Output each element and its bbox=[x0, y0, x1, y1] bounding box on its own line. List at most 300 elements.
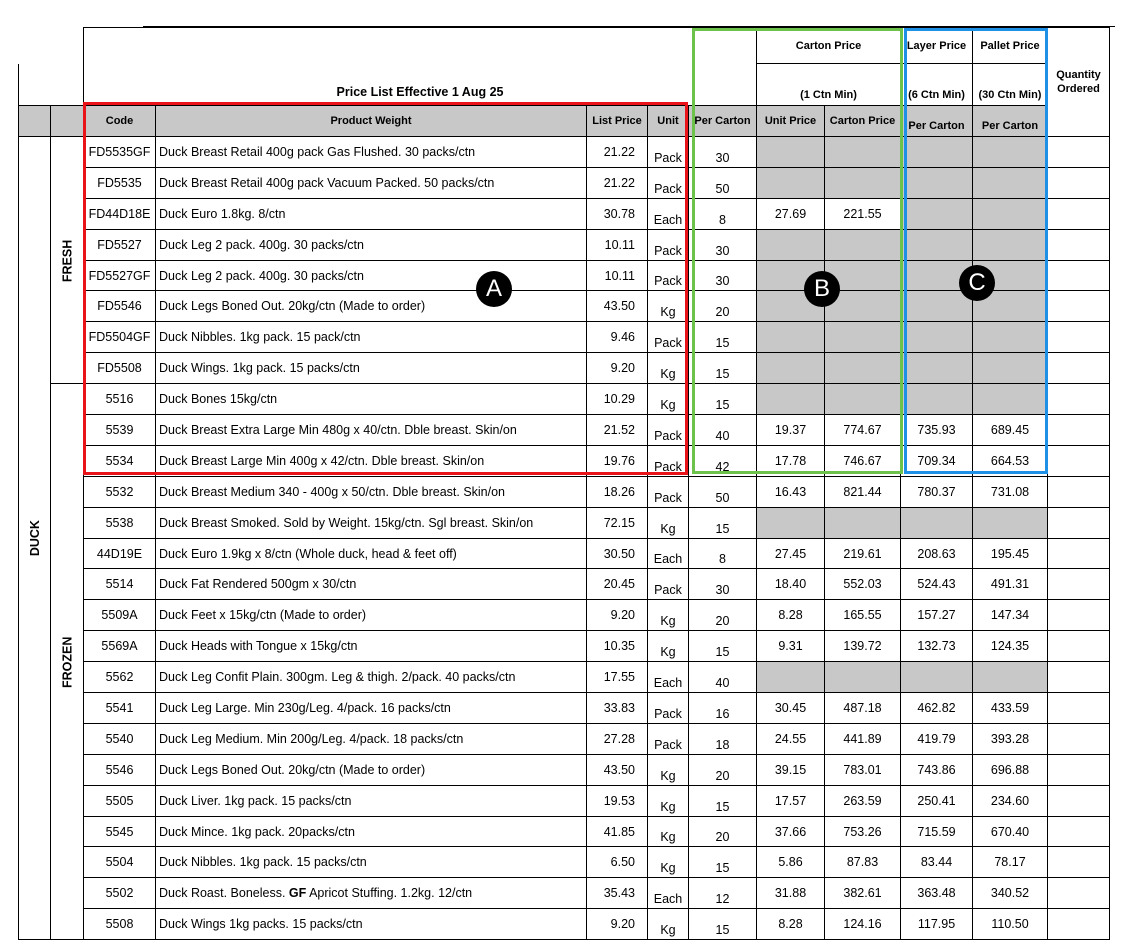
badge-b: B bbox=[804, 271, 840, 307]
quantity-ordered-input[interactable] bbox=[1048, 538, 1110, 569]
code-cell: 5532 bbox=[84, 476, 156, 507]
carton-price-cell: 139.72 bbox=[825, 631, 901, 662]
product-cell: Duck Liver. 1kg pack. 15 packs/ctn bbox=[156, 785, 587, 816]
layer-price-cell: 250.41 bbox=[901, 785, 973, 816]
quantity-ordered-input[interactable] bbox=[1048, 415, 1110, 446]
carton-price-cell bbox=[825, 662, 901, 693]
list-price-cell: 10.11 bbox=[587, 229, 648, 260]
table-row bbox=[19, 878, 1110, 909]
quantity-ordered-input[interactable] bbox=[1048, 167, 1110, 198]
per-carton-cell: 16 bbox=[689, 693, 757, 724]
unit-cell: Kg bbox=[648, 847, 689, 878]
per-carton-cell: 15 bbox=[689, 847, 757, 878]
list-price-cell: 10.35 bbox=[587, 631, 648, 662]
code-cell: 5541 bbox=[84, 693, 156, 724]
unit-cell: Each bbox=[648, 198, 689, 229]
product-cell: Duck Legs Boned Out. 20kg/ctn (Made to order) bbox=[156, 291, 587, 322]
product-cell: Duck Breast Medium 340 - 400g x 50/ctn. Dble breast. Skin/on bbox=[156, 476, 587, 507]
table-row bbox=[19, 538, 1110, 569]
quantity-ordered-input[interactable] bbox=[1048, 198, 1110, 229]
unit-cell: Pack bbox=[648, 476, 689, 507]
code-cell: 5545 bbox=[84, 816, 156, 847]
unit-cell: Each bbox=[648, 538, 689, 569]
list-price-cell: 9.20 bbox=[587, 909, 648, 940]
layer-price-cell bbox=[901, 507, 973, 538]
per-carton-cell: 30 bbox=[689, 569, 757, 600]
list-price-cell: 10.11 bbox=[587, 260, 648, 291]
pallet-price-cell: 147.34 bbox=[973, 600, 1048, 631]
quantity-ordered-input[interactable] bbox=[1048, 353, 1110, 384]
code-cell: 5562 bbox=[84, 662, 156, 693]
list-price-cell: 41.85 bbox=[587, 816, 648, 847]
carton-price-cell: 219.61 bbox=[825, 538, 901, 569]
unit-price-cell: 30.45 bbox=[757, 693, 825, 724]
per-carton-cell: 12 bbox=[689, 878, 757, 909]
carton-min-header: (1 Ctn Min) bbox=[757, 64, 901, 106]
unit-price-cell bbox=[757, 507, 825, 538]
pallet-price-cell: 433.59 bbox=[973, 693, 1048, 724]
table-row bbox=[19, 384, 1110, 415]
carton-price-cell: 165.55 bbox=[825, 600, 901, 631]
unit-price-cell: 31.88 bbox=[757, 878, 825, 909]
list-price-cell: 35.43 bbox=[587, 878, 648, 909]
carton-price-cell: 263.59 bbox=[825, 785, 901, 816]
list-price-cell: 72.15 bbox=[587, 507, 648, 538]
list-price-cell: 9.20 bbox=[587, 600, 648, 631]
price-list-table bbox=[18, 27, 1110, 940]
carton-price-header: Carton Price bbox=[757, 28, 901, 64]
per-carton-cell: 30 bbox=[689, 137, 757, 168]
layer-price-cell bbox=[901, 384, 973, 415]
list-price-cell: 6.50 bbox=[587, 847, 648, 878]
pallet-price-cell: 234.60 bbox=[973, 785, 1048, 816]
unit-cell: Kg bbox=[648, 384, 689, 415]
table-row bbox=[19, 507, 1110, 538]
layer-price-cell: 208.63 bbox=[901, 538, 973, 569]
code-cell: 5502 bbox=[84, 878, 156, 909]
unit-cell: Pack bbox=[648, 322, 689, 353]
per-carton-cell: 15 bbox=[689, 631, 757, 662]
code-cell: 5569A bbox=[84, 631, 156, 662]
layer-price-cell: 363.48 bbox=[901, 878, 973, 909]
carton-price-cell bbox=[825, 507, 901, 538]
quantity-ordered-input[interactable] bbox=[1048, 816, 1110, 847]
table-row bbox=[19, 754, 1110, 785]
quantity-ordered-input[interactable] bbox=[1048, 476, 1110, 507]
code-cell: 5509A bbox=[84, 600, 156, 631]
quantity-ordered-input[interactable] bbox=[1048, 662, 1110, 693]
table-row bbox=[19, 291, 1110, 322]
list-price-cell: 9.20 bbox=[587, 353, 648, 384]
quantity-ordered-input[interactable] bbox=[1048, 723, 1110, 754]
unit-price-cell bbox=[757, 662, 825, 693]
layer-price-cell: 462.82 bbox=[901, 693, 973, 724]
quantity-ordered-input[interactable] bbox=[1048, 878, 1110, 909]
unit-header: Unit bbox=[648, 106, 689, 137]
table-row bbox=[19, 229, 1110, 260]
quantity-ordered-input[interactable] bbox=[1048, 445, 1110, 476]
unit-cell: Pack bbox=[648, 229, 689, 260]
code-header: Code bbox=[84, 106, 156, 137]
product-cell: Duck Leg Confit Plain. 300gm. Leg & thigh. 2/pack. 40 packs/ctn bbox=[156, 662, 587, 693]
quantity-ordered-input[interactable] bbox=[1048, 631, 1110, 662]
list-price-cell: 20.45 bbox=[587, 569, 648, 600]
group-label-duck: DUCK bbox=[19, 137, 51, 940]
per-carton-cell: 15 bbox=[689, 785, 757, 816]
layer-price-cell: 743.86 bbox=[901, 754, 973, 785]
table-row bbox=[19, 816, 1110, 847]
layer-min-header: (6 Ctn Min) bbox=[901, 64, 973, 106]
code-cell: FD5527 bbox=[84, 229, 156, 260]
product-cell: Duck Legs Boned Out. 20kg/ctn (Made to order) bbox=[156, 754, 587, 785]
product-cell: Duck Leg Medium. Min 200g/Leg. 4/pack. 18 packs/ctn bbox=[156, 723, 587, 754]
product-cell: Duck Roast. Boneless. GF Apricot Stuffing. 1.2kg. 12/ctn bbox=[156, 878, 587, 909]
per-carton-cell: 15 bbox=[689, 384, 757, 415]
table-row bbox=[19, 693, 1110, 724]
carton-price-cell bbox=[825, 229, 901, 260]
layer-price-cell: 83.44 bbox=[901, 847, 973, 878]
product-cell: Duck Breast Extra Large Min 480g x 40/ctn. Dble breast. Skin/on bbox=[156, 415, 587, 446]
pallet-price-cell bbox=[973, 167, 1048, 198]
carton-price-cell: 821.44 bbox=[825, 476, 901, 507]
carton-price-cell bbox=[825, 322, 901, 353]
unit-price-cell: 8.28 bbox=[757, 600, 825, 631]
unit-price-cell: 24.55 bbox=[757, 723, 825, 754]
carton-price-cell: 441.89 bbox=[825, 723, 901, 754]
unit-cell: Pack bbox=[648, 723, 689, 754]
product-cell: Duck Breast Retail 400g pack Gas Flushed. 30 packs/ctn bbox=[156, 137, 587, 168]
per-carton-cell: 40 bbox=[689, 415, 757, 446]
badge-c: C bbox=[959, 265, 995, 301]
code-cell: 5538 bbox=[84, 507, 156, 538]
layer-price-cell: 780.37 bbox=[901, 476, 973, 507]
list-price-cell: 19.53 bbox=[587, 785, 648, 816]
unit-cell: Kg bbox=[648, 507, 689, 538]
pallet-price-cell: 696.88 bbox=[973, 754, 1048, 785]
unit-price-cell bbox=[757, 384, 825, 415]
list-price-cell: 21.22 bbox=[587, 167, 648, 198]
table-row bbox=[19, 322, 1110, 353]
pallet-price-cell bbox=[973, 507, 1048, 538]
code-cell: 44D19E bbox=[84, 538, 156, 569]
pallet-per-carton-header: Per Carton bbox=[973, 106, 1048, 137]
quantity-ordered-input[interactable] bbox=[1048, 137, 1110, 168]
pallet-price-cell: 731.08 bbox=[973, 476, 1048, 507]
pallet-price-cell: 670.40 bbox=[973, 816, 1048, 847]
code-cell: FD5527GF bbox=[84, 260, 156, 291]
quantity-ordered-header: Quantity Ordered bbox=[1048, 28, 1110, 137]
unit-price-cell bbox=[757, 137, 825, 168]
list-price-cell: 21.22 bbox=[587, 137, 648, 168]
group-label-fresh: FRESH bbox=[51, 137, 84, 384]
unit-price-cell: 17.78 bbox=[757, 445, 825, 476]
per-carton-cell: 50 bbox=[689, 167, 757, 198]
layer-price-cell bbox=[901, 322, 973, 353]
layer-price-cell: 117.95 bbox=[901, 909, 973, 940]
per-carton-cell: 20 bbox=[689, 754, 757, 785]
layer-price-cell: 715.59 bbox=[901, 816, 973, 847]
quantity-ordered-input[interactable] bbox=[1048, 693, 1110, 724]
unit-cell: Each bbox=[648, 878, 689, 909]
unit-price-header: Unit Price bbox=[757, 106, 825, 137]
quantity-ordered-input[interactable] bbox=[1048, 569, 1110, 600]
unit-price-cell bbox=[757, 167, 825, 198]
per-carton-cell: 8 bbox=[689, 538, 757, 569]
per-carton-cell: 30 bbox=[689, 229, 757, 260]
per-carton-cell: 40 bbox=[689, 662, 757, 693]
unit-price-cell: 16.43 bbox=[757, 476, 825, 507]
product-cell: Duck Euro 1.8kg. 8/ctn bbox=[156, 198, 587, 229]
quantity-ordered-input[interactable] bbox=[1048, 785, 1110, 816]
unit-price-cell: 18.40 bbox=[757, 569, 825, 600]
per-carton-cell: 50 bbox=[689, 476, 757, 507]
code-cell: FD5535 bbox=[84, 167, 156, 198]
layer-price-cell: 132.73 bbox=[901, 631, 973, 662]
pallet-price-cell: 393.28 bbox=[973, 723, 1048, 754]
table-row bbox=[19, 445, 1110, 476]
unit-price-cell: 27.45 bbox=[757, 538, 825, 569]
pallet-price-cell: 195.45 bbox=[973, 538, 1048, 569]
pallet-price-cell bbox=[973, 137, 1048, 168]
carton-price-cell bbox=[825, 167, 901, 198]
product-cell: Duck Fat Rendered 500gm x 30/ctn bbox=[156, 569, 587, 600]
code-cell: FD5508 bbox=[84, 353, 156, 384]
pallet-price-cell: 689.45 bbox=[973, 415, 1048, 446]
product-cell: Duck Breast Smoked. Sold by Weight. 15kg/ctn. Sgl breast. Skin/on bbox=[156, 507, 587, 538]
carton-price-cell: 487.18 bbox=[825, 693, 901, 724]
carton-price-col-header: Carton Price bbox=[825, 106, 901, 137]
per-carton-cell: 42 bbox=[689, 445, 757, 476]
product-cell: Duck Breast Large Min 400g x 42/ctn. Dble breast. Skin/on bbox=[156, 445, 587, 476]
unit-cell: Kg bbox=[648, 353, 689, 384]
product-cell: Duck Nibbles. 1kg pack. 15 packs/ctn bbox=[156, 847, 587, 878]
pallet-price-cell bbox=[973, 198, 1048, 229]
per-carton-header: Per Carton bbox=[689, 106, 757, 137]
pallet-price-cell: 124.35 bbox=[973, 631, 1048, 662]
pallet-price-cell bbox=[973, 384, 1048, 415]
table-row bbox=[19, 723, 1110, 754]
pallet-price-cell: 110.50 bbox=[973, 909, 1048, 940]
per-carton-cell: 15 bbox=[689, 353, 757, 384]
carton-price-cell: 746.67 bbox=[825, 445, 901, 476]
list-price-header: List Price bbox=[587, 106, 648, 137]
unit-price-cell bbox=[757, 229, 825, 260]
quantity-ordered-input[interactable] bbox=[1048, 507, 1110, 538]
layer-price-cell bbox=[901, 229, 973, 260]
quantity-ordered-input[interactable] bbox=[1048, 229, 1110, 260]
unit-price-cell: 17.57 bbox=[757, 785, 825, 816]
carton-price-cell bbox=[825, 384, 901, 415]
code-cell: 5514 bbox=[84, 569, 156, 600]
unit-price-cell: 19.37 bbox=[757, 415, 825, 446]
pallet-price-cell bbox=[973, 229, 1048, 260]
product-cell: Duck Bones 15kg/ctn bbox=[156, 384, 587, 415]
product-cell: Duck Wings 1kg packs. 15 packs/ctn bbox=[156, 909, 587, 940]
product-weight-header: Product Weight bbox=[156, 106, 587, 137]
table-row bbox=[19, 167, 1110, 198]
carton-price-cell: 552.03 bbox=[825, 569, 901, 600]
unit-price-cell: 37.66 bbox=[757, 816, 825, 847]
table-row bbox=[19, 260, 1110, 291]
pallet-price-cell: 664.53 bbox=[973, 445, 1048, 476]
unit-price-cell: 5.86 bbox=[757, 847, 825, 878]
unit-cell: Kg bbox=[648, 631, 689, 662]
unit-cell: Pack bbox=[648, 137, 689, 168]
code-cell: 5546 bbox=[84, 754, 156, 785]
unit-price-cell bbox=[757, 322, 825, 353]
product-cell: Duck Mince. 1kg pack. 20packs/ctn bbox=[156, 816, 587, 847]
unit-price-cell: 9.31 bbox=[757, 631, 825, 662]
code-cell: 5534 bbox=[84, 445, 156, 476]
product-cell: Duck Euro 1.9kg x 8/ctn (Whole duck, head & feet off) bbox=[156, 538, 587, 569]
quantity-ordered-input[interactable] bbox=[1048, 754, 1110, 785]
pallet-price-header: Pallet Price bbox=[973, 28, 1048, 64]
table-row bbox=[19, 847, 1110, 878]
per-carton-cell: 15 bbox=[689, 322, 757, 353]
table-row bbox=[19, 909, 1110, 940]
product-cell: Duck Leg Large. Min 230g/Leg. 4/pack. 16 packs/ctn bbox=[156, 693, 587, 724]
unit-cell: Pack bbox=[648, 415, 689, 446]
pallet-price-cell bbox=[973, 662, 1048, 693]
code-cell: FD5546 bbox=[84, 291, 156, 322]
unit-cell: Pack bbox=[648, 260, 689, 291]
table-row bbox=[19, 631, 1110, 662]
unit-cell: Pack bbox=[648, 167, 689, 198]
unit-cell: Kg bbox=[648, 909, 689, 940]
list-price-cell: 10.29 bbox=[587, 384, 648, 415]
pallet-price-cell: 340.52 bbox=[973, 878, 1048, 909]
table-row bbox=[19, 785, 1110, 816]
code-cell: 5504 bbox=[84, 847, 156, 878]
product-cell: Duck Wings. 1kg pack. 15 packs/ctn bbox=[156, 353, 587, 384]
product-cell: Duck Breast Retail 400g pack Vacuum Packed. 50 packs/ctn bbox=[156, 167, 587, 198]
layer-price-cell: 419.79 bbox=[901, 723, 973, 754]
unit-cell: Pack bbox=[648, 693, 689, 724]
layer-price-cell: 524.43 bbox=[901, 569, 973, 600]
per-carton-cell: 18 bbox=[689, 723, 757, 754]
unit-cell: Kg bbox=[648, 816, 689, 847]
carton-price-cell: 382.61 bbox=[825, 878, 901, 909]
layer-price-header: Layer Price bbox=[901, 28, 973, 64]
product-cell: Duck Feet x 15kg/ctn (Made to order) bbox=[156, 600, 587, 631]
pallet-price-cell bbox=[973, 353, 1048, 384]
unit-cell: Each bbox=[648, 662, 689, 693]
quantity-ordered-input[interactable] bbox=[1048, 260, 1110, 291]
per-carton-cell: 20 bbox=[689, 600, 757, 631]
list-price-cell: 21.52 bbox=[587, 415, 648, 446]
product-cell: Duck Heads with Tongue x 15kg/ctn bbox=[156, 631, 587, 662]
top-rule bbox=[143, 26, 1115, 27]
layer-price-cell: 735.93 bbox=[901, 415, 973, 446]
layer-price-cell bbox=[901, 198, 973, 229]
layer-price-cell bbox=[901, 353, 973, 384]
layer-price-cell: 157.27 bbox=[901, 600, 973, 631]
quantity-ordered-input[interactable] bbox=[1048, 384, 1110, 415]
carton-price-cell: 87.83 bbox=[825, 847, 901, 878]
code-cell: 5540 bbox=[84, 723, 156, 754]
table-row bbox=[19, 415, 1110, 446]
code-cell: 5508 bbox=[84, 909, 156, 940]
carton-price-cell: 221.55 bbox=[825, 198, 901, 229]
code-cell: FD44D18E bbox=[84, 198, 156, 229]
list-price-cell: 43.50 bbox=[587, 291, 648, 322]
pallet-price-cell: 491.31 bbox=[973, 569, 1048, 600]
list-price-cell: 30.78 bbox=[587, 198, 648, 229]
list-price-cell: 19.76 bbox=[587, 445, 648, 476]
pallet-price-cell bbox=[973, 322, 1048, 353]
list-price-cell: 43.50 bbox=[587, 754, 648, 785]
table-row bbox=[19, 137, 1110, 168]
carton-price-cell: 774.67 bbox=[825, 415, 901, 446]
list-price-cell: 30.50 bbox=[587, 538, 648, 569]
code-cell: 5505 bbox=[84, 785, 156, 816]
unit-cell: Kg bbox=[648, 785, 689, 816]
per-carton-cell: 20 bbox=[689, 291, 757, 322]
per-carton-cell: 20 bbox=[689, 816, 757, 847]
carton-price-cell bbox=[825, 137, 901, 168]
table-row bbox=[19, 353, 1110, 384]
quantity-ordered-input[interactable] bbox=[1048, 291, 1110, 322]
quantity-ordered-input[interactable] bbox=[1048, 600, 1110, 631]
layer-per-carton-header: Per Carton bbox=[901, 106, 973, 137]
unit-cell: Pack bbox=[648, 569, 689, 600]
table-row bbox=[19, 476, 1110, 507]
code-cell: FD5504GF bbox=[84, 322, 156, 353]
per-carton-cell: 8 bbox=[689, 198, 757, 229]
carton-price-cell: 783.01 bbox=[825, 754, 901, 785]
per-carton-cell: 15 bbox=[689, 909, 757, 940]
carton-price-cell: 753.26 bbox=[825, 816, 901, 847]
code-cell: 5539 bbox=[84, 415, 156, 446]
carton-price-cell: 124.16 bbox=[825, 909, 901, 940]
list-price-cell: 9.46 bbox=[587, 322, 648, 353]
layer-price-cell bbox=[901, 167, 973, 198]
list-price-cell: 33.83 bbox=[587, 693, 648, 724]
table-row bbox=[19, 662, 1110, 693]
list-price-cell: 17.55 bbox=[587, 662, 648, 693]
per-carton-cell: 30 bbox=[689, 260, 757, 291]
layer-price-cell bbox=[901, 137, 973, 168]
layer-price-cell bbox=[901, 662, 973, 693]
product-cell: Duck Leg 2 pack. 400g. 30 packs/ctn bbox=[156, 229, 587, 260]
quantity-ordered-input[interactable] bbox=[1048, 847, 1110, 878]
group-label-frozen: FROZEN bbox=[51, 384, 84, 940]
product-cell: Duck Leg 2 pack. 400g. 30 packs/ctn bbox=[156, 260, 587, 291]
unit-price-cell bbox=[757, 353, 825, 384]
table-row bbox=[19, 569, 1110, 600]
quantity-ordered-input[interactable] bbox=[1048, 909, 1110, 940]
pallet-price-cell: 78.17 bbox=[973, 847, 1048, 878]
unit-cell: Kg bbox=[648, 291, 689, 322]
unit-price-cell: 39.15 bbox=[757, 754, 825, 785]
unit-cell: Pack bbox=[648, 445, 689, 476]
pallet-min-header: (30 Ctn Min) bbox=[973, 64, 1048, 106]
unit-price-cell: 8.28 bbox=[757, 909, 825, 940]
code-cell: 5516 bbox=[84, 384, 156, 415]
code-cell: FD5535GF bbox=[84, 137, 156, 168]
table-row bbox=[19, 600, 1110, 631]
table-row bbox=[19, 198, 1110, 229]
unit-cell: Kg bbox=[648, 754, 689, 785]
list-price-cell: 27.28 bbox=[587, 723, 648, 754]
unit-cell: Kg bbox=[648, 600, 689, 631]
unit-price-cell: 27.69 bbox=[757, 198, 825, 229]
carton-price-cell bbox=[825, 353, 901, 384]
list-price-cell: 18.26 bbox=[587, 476, 648, 507]
layer-price-cell: 709.34 bbox=[901, 445, 973, 476]
layer-price-cell bbox=[901, 291, 973, 322]
quantity-ordered-input[interactable] bbox=[1048, 322, 1110, 353]
